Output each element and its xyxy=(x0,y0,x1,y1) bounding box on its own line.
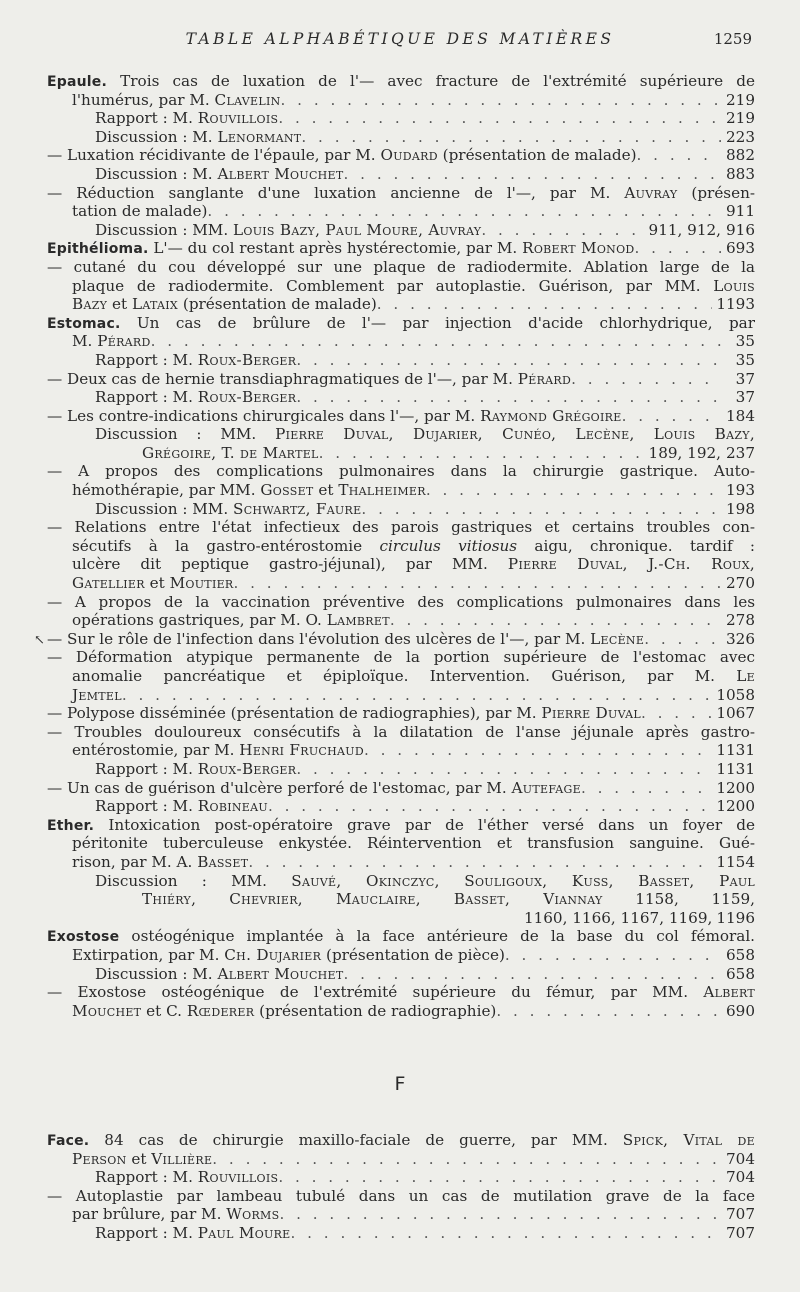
leader-dots xyxy=(301,128,721,147)
page-reference: 658 xyxy=(726,964,755,983)
page-reference: 690 xyxy=(726,1001,755,1020)
index-line: — Les contre-indications chirurgicales dans l'—, par M. Raymond Grégoire . . . 184 xyxy=(47,407,755,426)
index-line: Rapport : M. Robineau . . . 1200 xyxy=(47,797,755,816)
leader-dots xyxy=(481,221,648,240)
leader-dots xyxy=(234,574,722,593)
page-reference: 184 xyxy=(726,406,755,425)
page-reference: 326 xyxy=(726,629,755,648)
index-line: plaque de radiodermite. Comblement par autoplastie. Guérison, par MM. Louis xyxy=(72,276,755,295)
headword-estomac: Estomac. xyxy=(47,315,121,332)
index-line: Discussion : MM. Sauvé, Okinczyc, Souligoux, Kuss, Basset, Paul xyxy=(95,871,755,890)
page-reference: 707 xyxy=(726,1223,755,1242)
index-line: Rapport : M. Roux-Berger . . . 1131 xyxy=(47,760,755,779)
page-header xyxy=(0,30,800,52)
page-reference: 223 xyxy=(726,127,755,146)
leader-dots xyxy=(296,351,721,370)
index-line: Jemtel . . . 1058 xyxy=(47,686,755,705)
index-line: hémothérapie, par MM. Gosset et Thalheimer . . . 193 xyxy=(47,481,755,500)
leader-dots xyxy=(581,779,712,798)
index-line: Discussion : MM. Pierre Duval, Dujarier, Cunéo, Lecène, Louis Bazy, xyxy=(95,425,755,444)
index-line: — Autoplastie par lambeau tubulé dans un cas de mutilation grave de la face xyxy=(47,1186,755,1205)
index-line: Discussion : M. Albert Mouchet . . . 658 xyxy=(47,965,755,984)
index-line: Mouchet et C. Rœderer (présentation de radiographie) . . . 690 xyxy=(47,1002,755,1021)
index-line: Discussion : MM. Schwartz, Faure . . . 198 xyxy=(47,500,755,519)
index-line: — Un cas de guérison d'ulcère perforé de l'estomac, par M. Autefage . . . 1200 xyxy=(47,779,755,798)
page-reference: 198 xyxy=(726,499,755,518)
index-line: Rapport : M. Rouvillois . . . 704 xyxy=(47,1168,755,1187)
leader-dots xyxy=(390,611,721,630)
leader-dots xyxy=(279,1205,721,1224)
leader-dots xyxy=(296,760,712,779)
page-reference: 237 xyxy=(726,443,755,462)
index-line: Face. 84 cas de chirurgie maxillo-faciale de guerre, par MM. Spick, Vital de xyxy=(47,1131,755,1149)
page-number: 1259 xyxy=(713,30,752,48)
index-line: l'humérus, par M. Clavelin . . . 219 xyxy=(47,91,755,110)
index-line: ulcère dit peptique gastro-jéjunal), par MM. Pierre Duval, J.-Ch. Roux, xyxy=(72,555,755,574)
headword-face: Face. xyxy=(47,1133,90,1149)
page-reference: 1154 xyxy=(716,852,755,871)
index-line: Discussion : MM. Louis Bazy, Paul Moure, Auvray . . . 911, 912, 916 xyxy=(47,221,755,240)
leader-dots xyxy=(278,1168,721,1187)
index-line: Gatellier et Moutier . . . 270 xyxy=(47,574,755,593)
index-line: Exostose ostéogénique implantée à la face antérieure de la base du col fémoral. xyxy=(47,927,755,946)
page-reference: 1200 xyxy=(716,797,755,816)
index-line: Epithélioma. L'— du col restant après hystérectomie, par M. Robert Monod . . . 693 xyxy=(47,239,755,258)
index-line: — A propos de la vaccination préventive des complications pulmonaires dans les xyxy=(47,592,755,611)
page-reference: 911 xyxy=(726,202,755,221)
page-reference: 278 xyxy=(726,611,755,630)
leader-dots xyxy=(641,704,712,723)
page-reference: 35 xyxy=(735,332,755,351)
page-reference: 1067 xyxy=(716,704,755,723)
index-line: Bazy et Lataix (présentation de malade) . . . 1193 xyxy=(47,295,755,314)
leader-dots xyxy=(505,946,721,965)
index-line: — Deux cas de hernie transdiaphragmatiques de l'—, par M. Pérard . . . 37 xyxy=(47,370,755,389)
page-reference: 35 xyxy=(735,350,755,369)
page-reference: 704 xyxy=(726,1168,755,1187)
leader-dots xyxy=(151,332,721,351)
index-line: Epaule. Trois cas de luxation de l'— avec fracture de l'extrémité supérieure de xyxy=(47,72,755,90)
leader-dots xyxy=(637,146,721,165)
margin-mark: ↖ xyxy=(34,633,45,648)
index-line: entérostomie, par M. Henri Fruchaud . . . 1131 xyxy=(47,741,755,760)
index-line: — A propos des complications pulmonaires dans la chirurgie gastrique. Auto- xyxy=(47,462,755,481)
index-line: opérations gastriques, par M. O. Lambret . . . 278 xyxy=(47,611,755,630)
headword-exostose: Exostose xyxy=(47,929,120,946)
index-line: sécutifs à la gastro-entérostomie circulus vitiosus aigu, chronique. tardif : xyxy=(72,536,755,555)
page-reference: 193 xyxy=(726,481,755,500)
leader-dots xyxy=(622,407,721,426)
page-reference: 1196 xyxy=(716,908,755,927)
page-reference: 658 xyxy=(726,945,755,964)
leader-dots xyxy=(291,1224,722,1243)
index-line: tation de malade) . . . 911 xyxy=(47,202,755,221)
headword-epithelioma: Epithélioma. xyxy=(47,241,149,258)
leader-dots xyxy=(344,165,721,184)
page-reference: 219 xyxy=(726,109,755,128)
page-reference: 1131 xyxy=(716,759,755,778)
leader-dots xyxy=(268,797,712,816)
leader-dots xyxy=(635,239,721,258)
index-line: M. Pérard . . . 35 xyxy=(47,332,755,351)
leader-dots xyxy=(207,202,721,221)
index-line: Extirpation, par M. Ch. Dujarier (présentation de pièce) . . . 658 xyxy=(47,946,755,965)
page-reference: 882 xyxy=(726,146,755,165)
running-title: TABLE ALPHABÉTIQUE DES MATIÈRES xyxy=(185,30,615,48)
index-line: — Réduction sanglante d'une luxation ancienne de l'—, par M. Auvray (présen- xyxy=(47,183,755,202)
headword-ether: Ether. xyxy=(47,817,95,834)
page-reference: 707 xyxy=(726,1205,755,1224)
index-line: Thiéry, Chevrier, Mauclaire, Basset, Viannay 1158, 1159, xyxy=(142,890,755,909)
index-line: Rapport : M. Roux-Berger . . . 35 xyxy=(47,351,755,370)
page-reference: 1200 xyxy=(716,778,755,797)
index-line: Rapport : M. Roux-Berger . . . 37 xyxy=(47,388,755,407)
leader-dots xyxy=(426,481,721,500)
index-line: par brûlure, par M. Worms . . . 707 xyxy=(47,1205,755,1224)
index-line: — cutané du cou développé sur une plaque de radiodermite. Ablation large de la xyxy=(47,257,755,276)
leader-dots xyxy=(248,853,712,872)
page-reference: 37 xyxy=(735,369,755,388)
index-line: 1160, 1166, 1167, 1169, 1196 xyxy=(523,908,755,927)
leader-dots xyxy=(296,388,721,407)
leader-dots xyxy=(496,1002,721,1021)
index-line: rison, par M. A. Basset . . . 1154 xyxy=(47,853,755,872)
page-reference: 883 xyxy=(726,164,755,183)
page-reference: 1058 xyxy=(716,685,755,704)
page-reference: 270 xyxy=(726,574,755,593)
page-reference: 693 xyxy=(726,239,755,258)
page-reference: 916 xyxy=(726,220,755,239)
index-line: Discussion : M. Lenormant . . . 223 xyxy=(47,128,755,147)
index-line: Person et Villière . . . 704 xyxy=(47,1150,755,1169)
leader-dots xyxy=(278,109,721,128)
index-line: — Relations entre l'état infectieux des parois gastriques et certains troubles con- xyxy=(47,518,755,537)
leader-dots xyxy=(361,500,721,519)
index-line: anomalie pancréatique et épiploïque. Intervention. Guérison, par M. Le xyxy=(72,667,755,685)
page-reference: 1193 xyxy=(716,295,755,314)
index-line: — Sur le rôle de l'infection dans l'évolution des ulcères de l'—, par M. Lecène . . . 326 xyxy=(47,630,755,649)
section-letter: F xyxy=(394,1073,406,1095)
index-line: Rapport : M. Paul Moure . . . 707 xyxy=(47,1224,755,1243)
index-line: — Exostose ostéogénique de l'extrémité supérieure du fémur, par MM. Albert xyxy=(47,983,755,1002)
headword-epaule: Epaule. xyxy=(47,74,108,90)
leader-dots xyxy=(344,965,721,984)
index-line: — Déformation atypique permanente de la portion supérieure de l'estomac avec xyxy=(47,648,755,667)
leader-dots xyxy=(212,1150,721,1169)
leader-dots xyxy=(571,370,721,389)
index-line: Grégoire, T. de Martel . . . 189, 192, 237 xyxy=(47,444,755,463)
page-reference: 219 xyxy=(726,90,755,109)
index-line: Estomac. Un cas de brûlure de l'— par injection d'acide chlorhydrique, par xyxy=(47,313,755,332)
index-column-f xyxy=(47,1131,755,1243)
index-line: péritonite tuberculeuse enkystée. Réintervention et transfusion sanguine. Gué- xyxy=(72,834,755,853)
index-line: — Luxation récidivante de l'épaule, par M. Oudard (présentation de malade) . . . 882 xyxy=(47,146,755,165)
leader-dots xyxy=(644,630,721,649)
leader-dots xyxy=(319,444,649,463)
leader-dots xyxy=(364,741,712,760)
page-reference: 1131 xyxy=(716,741,755,760)
page-reference: 704 xyxy=(726,1149,755,1168)
index-line: — Troubles douloureux consécutifs à la dilatation de l'anse jéjunale après gastro- xyxy=(47,722,755,741)
leader-dots xyxy=(377,295,713,314)
index-line: Ether. Intoxication post-opératoire grave par de l'éther versé dans un foyer de xyxy=(47,815,755,834)
index-line: — Polypose disséminée (présentation de radiographies), par M. Pierre Duval . . . 1067 xyxy=(47,704,755,723)
leader-dots xyxy=(122,686,712,705)
page-reference: 37 xyxy=(735,388,755,407)
index-column xyxy=(47,72,755,1020)
index-line: Discussion : M. Albert Mouchet . . . 883 xyxy=(47,165,755,184)
leader-dots xyxy=(281,91,721,110)
index-line: Rapport : M. Rouvillois . . . 219 xyxy=(47,109,755,128)
